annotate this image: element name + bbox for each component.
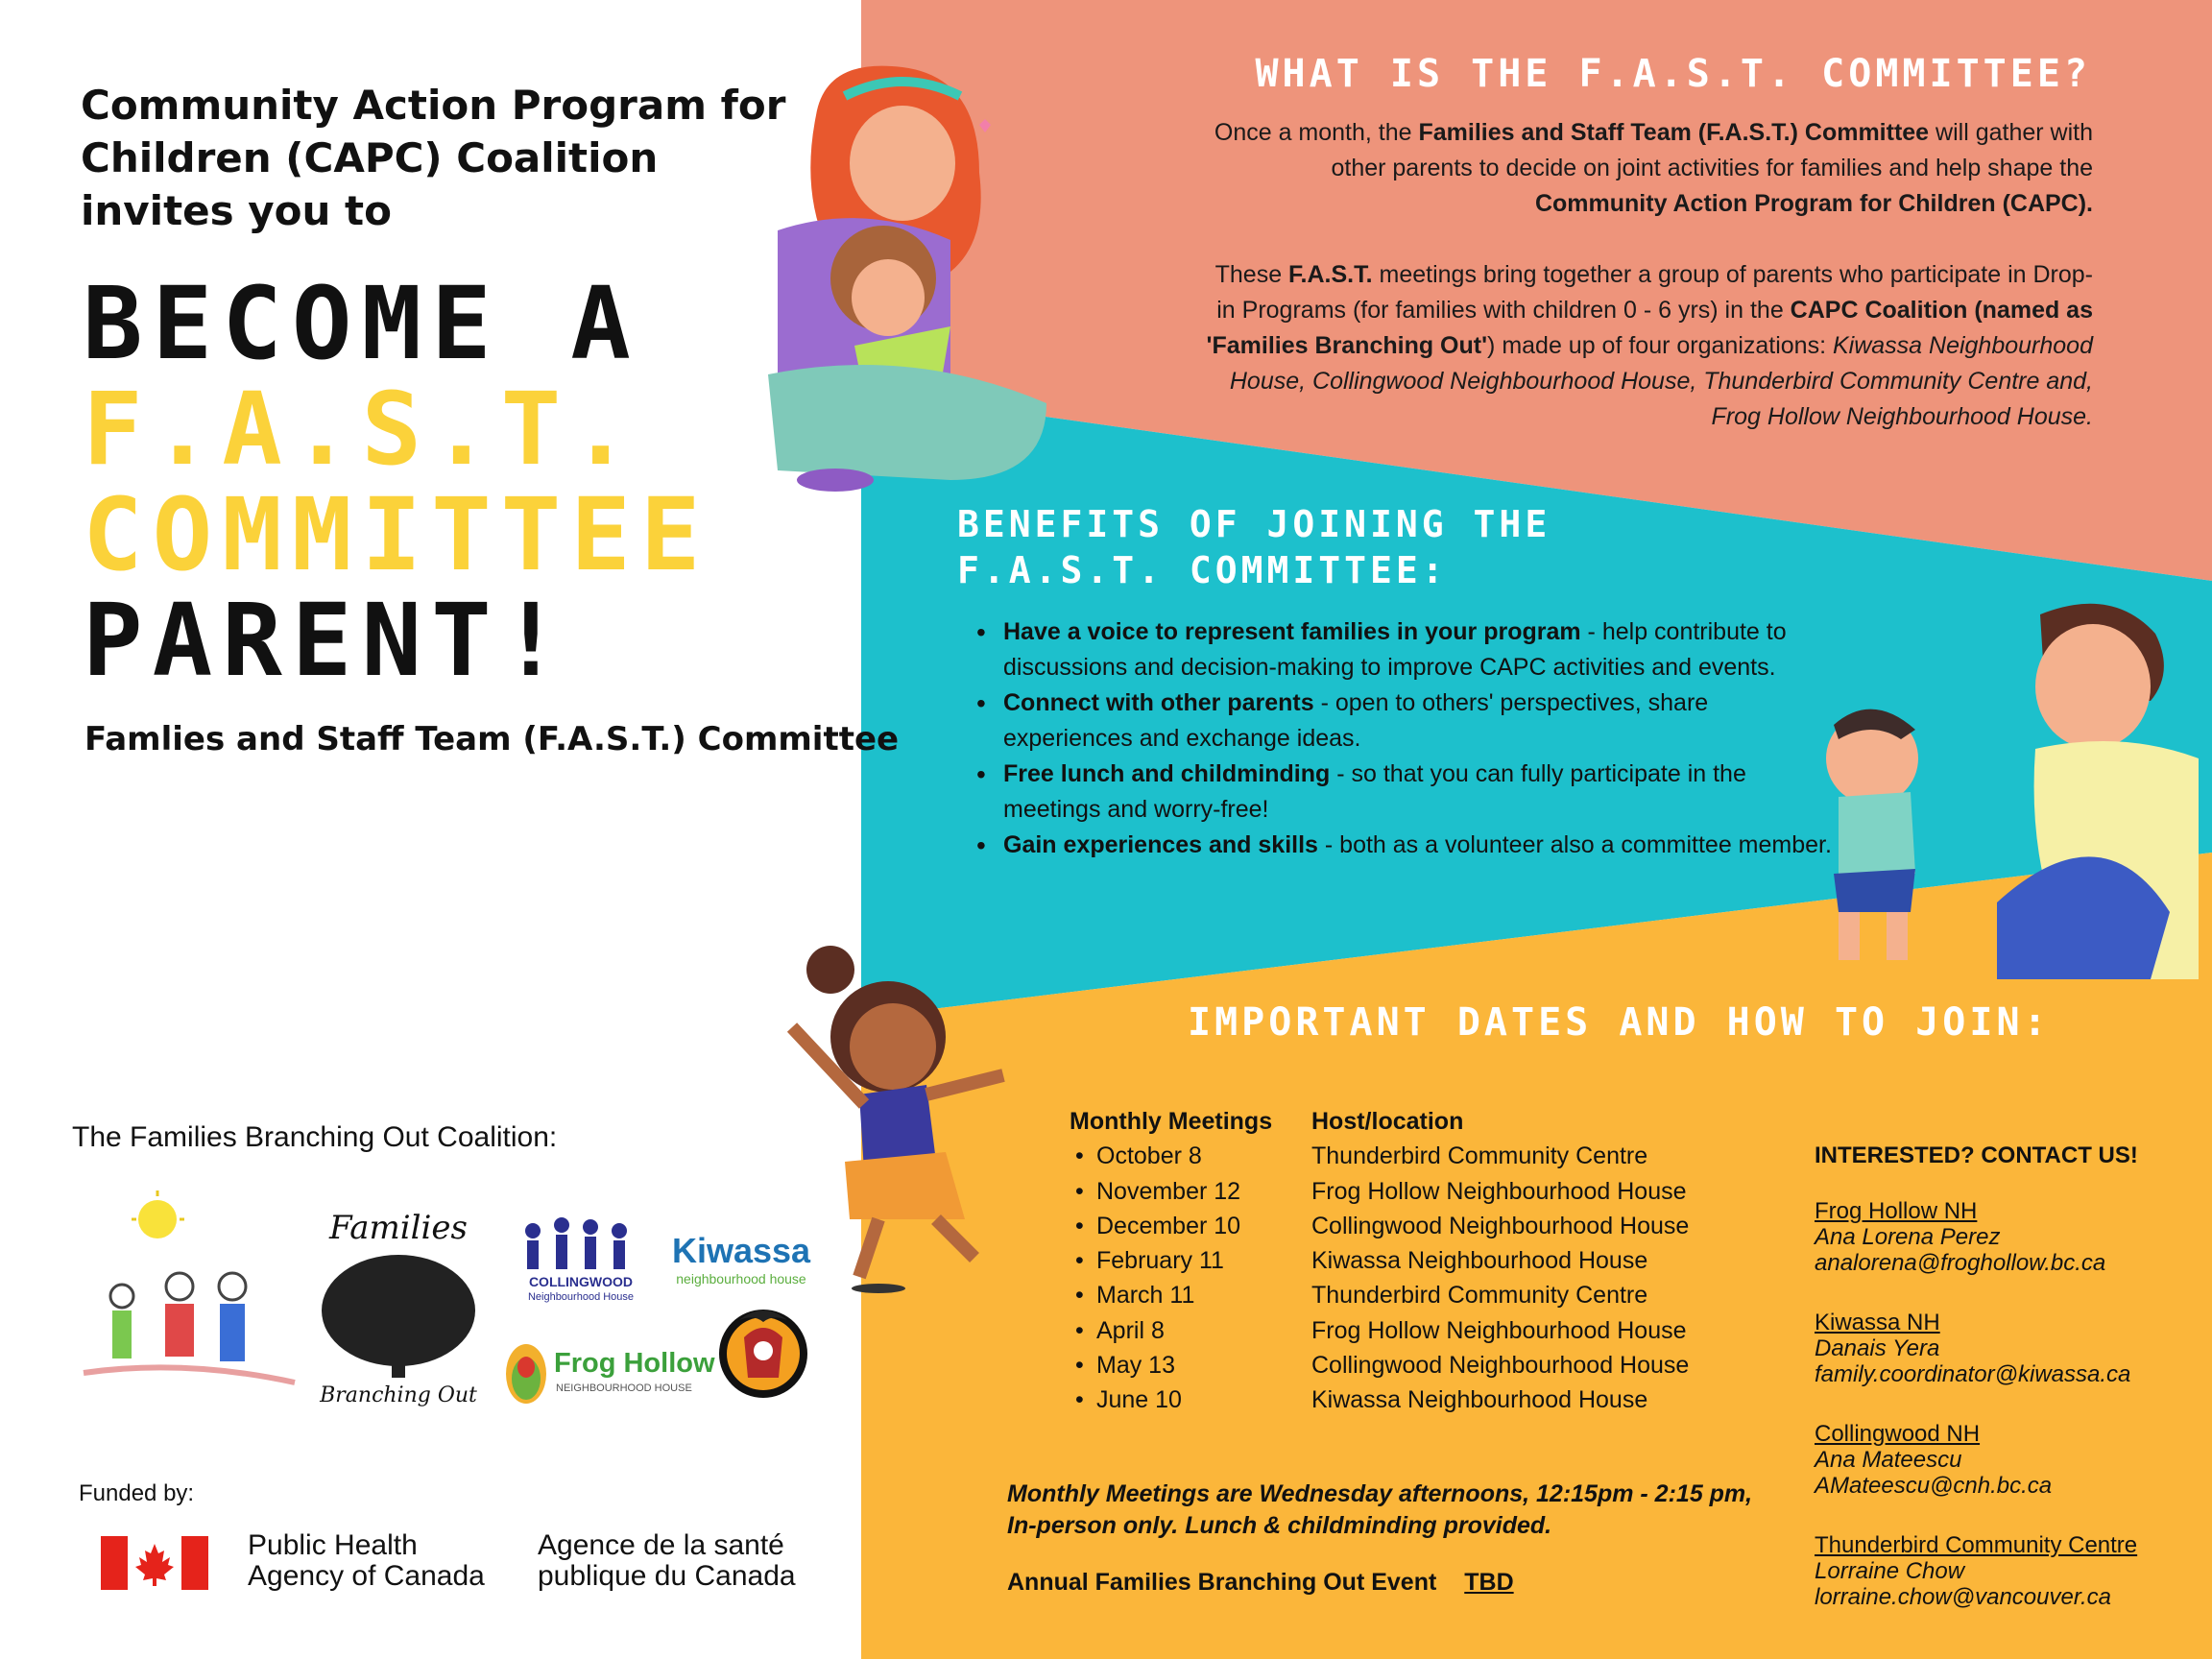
table-row: • May 13 Collingwood Neighbourhood House	[1070, 1348, 1761, 1382]
families-logo-top-text: Families	[329, 1209, 468, 1247]
collingwood-logo-subtext: Neighbourhood House	[527, 1291, 635, 1303]
what-is-paragraph-2: These F.A.S.T. meetings bring together a group of parents who participate in Drop- in Programs (for families with children 0 - 6 yrs) in the CAPC Coalition (named as 'Families Branching Out') made up of four organizations: Kiwassa Neighbourhood House, Collingwood Neighbourhood House, Thunderbird Community Centre and, Frog Hollow Neighbourhood House.	[1206, 261, 2093, 430]
contact-org: Kiwassa NH	[1815, 1310, 1940, 1335]
kiwassa-logo	[664, 1231, 818, 1286]
families-logo-bottom-text: Branching Out	[320, 1383, 477, 1407]
contact-item	[1815, 1532, 2199, 1610]
frog-hollow-logo-subtext: NEIGHBOURHOOD HOUSE	[556, 1382, 692, 1394]
meetings-table	[1070, 1104, 1761, 1418]
funded-by-label: Funded by:	[79, 1480, 195, 1506]
kiwassa-logo-subtext: neighbourhood house	[676, 1271, 806, 1286]
headline-line-2: F.A.S.T.	[83, 371, 640, 488]
invite-line-2: Children (CAPC) Coalition	[81, 134, 659, 181]
contact-org: Thunderbird Community Centre	[1815, 1532, 2138, 1558]
phac-french: Agence de la santé publique du Canada	[538, 1529, 796, 1592]
collingwood-logo	[514, 1212, 648, 1303]
table-row: • June 10 Kiwassa Neighbourhood House	[1070, 1382, 1761, 1417]
benefit-item: • Gain experiences and skills - both as a volunteer also a committee member.	[976, 828, 1840, 863]
benefit-item: • Free lunch and childminding - so that you can fully participate in the meetings and worry-free!	[976, 757, 1840, 828]
invite-heading	[81, 79, 810, 237]
contact-email[interactable]: AMateescu@cnh.bc.ca	[1815, 1473, 2053, 1499]
annual-event: Annual Families Branching Out Event TBD	[1007, 1569, 1514, 1596]
contact-org: Collingwood NH	[1815, 1421, 1981, 1447]
contact-item	[1815, 1310, 2199, 1387]
contact-item	[1815, 1198, 2199, 1276]
contact-email[interactable]: analorena@froghollow.bc.ca	[1815, 1250, 2106, 1276]
invite-line-1: Community Action Program for	[81, 82, 786, 129]
table-row: • April 8 Frog Hollow Neighbourhood House	[1070, 1313, 1761, 1348]
father-and-toddler-illustration	[1795, 595, 2199, 998]
benefits-title: BENEFITS OF JOINING THE F.A.S.T. COMMITTEE:	[957, 503, 1551, 591]
subtitle: Famlies and Staff Team (F.A.S.T.) Committee	[84, 720, 900, 758]
col-host-location: Host/location	[1311, 1108, 1464, 1135]
contact-org: Frog Hollow NH	[1815, 1198, 1978, 1224]
contact-list	[1815, 1198, 2199, 1610]
table-row: • November 12 Frog Hollow Neighbourhood House	[1070, 1174, 1761, 1209]
contact-email[interactable]: lorraine.chow@vancouver.ca	[1815, 1584, 2111, 1610]
benefits-list	[976, 614, 1840, 863]
frog-hollow-emblem	[504, 1342, 548, 1406]
families-branching-out-logo	[307, 1205, 490, 1411]
meetings-table-header	[1070, 1104, 1761, 1139]
table-row: • February 11 Kiwassa Neighbourhood House	[1070, 1243, 1761, 1278]
contact-name: Danais Yera	[1815, 1335, 1940, 1361]
kiwassa-logo-text: Kiwassa	[671, 1231, 811, 1270]
frog-hollow-logo	[504, 1342, 715, 1409]
benefit-item: • Connect with other parents - open to others' perspectives, share experiences and exchange ideas.	[976, 685, 1840, 757]
contact-item	[1815, 1421, 2199, 1499]
mother-hugging-child-illustration	[758, 58, 1066, 499]
contact-name: Lorraine Chow	[1815, 1558, 1965, 1584]
benefit-item: • Have a voice to represent families in your program - help contribute to discussions and decision-making to improve CAPC activities and events.	[976, 614, 1840, 685]
meeting-note: Monthly Meetings are Wednesday afternoons, 12:15pm - 2:15 pm, In-person only. Lunch & childminding provided.	[1007, 1480, 1753, 1539]
dates-title: IMPORTANT DATES AND HOW TO JOIN:	[1188, 1000, 2051, 1045]
canada-flag-icon	[101, 1536, 208, 1590]
contact-email[interactable]: family.coordinator@kiwassa.ca	[1815, 1361, 2131, 1387]
kids-drawing-logo	[79, 1190, 300, 1402]
table-row: • October 8 Thunderbird Community Centre	[1070, 1139, 1761, 1173]
collingwood-logo-text: COLLINGWOOD	[528, 1274, 634, 1289]
table-row: • March 11 Thunderbird Community Centre	[1070, 1278, 1761, 1312]
phac-english: Public Health Agency of Canada	[248, 1529, 485, 1592]
table-row: • December 10 Collingwood Neighbourhood House	[1070, 1209, 1761, 1243]
col-monthly-meetings: Monthly Meetings	[1070, 1108, 1273, 1135]
coalition-label: The Families Branching Out Coalition:	[72, 1121, 558, 1153]
invite-line-3: invites you to	[81, 187, 392, 234]
what-is-title: WHAT IS THE F.A.S.T. COMMITTEE?	[1255, 52, 2091, 96]
headline-line-1: BECOME A	[83, 265, 640, 382]
what-is-paragraph-1: Once a month, the Families and Staff Team (F.A.S.T.) Committee will gather with other parents to decide on joint activities for families and help shape the Community Action Program for Children (CAPC).	[1214, 119, 2093, 217]
frog-hollow-logo-text: Frog Hollow	[554, 1348, 715, 1379]
headline-line-4: PARENT!	[83, 582, 571, 699]
contact-name: Ana Mateescu	[1815, 1447, 1962, 1473]
contact-title: INTERESTED? CONTACT US!	[1815, 1142, 2138, 1168]
annual-event-date: TBD	[1464, 1569, 1514, 1596]
contact-name: Ana Lorena Perez	[1815, 1224, 2001, 1250]
headline-line-3: COMMITTEE	[83, 476, 710, 593]
thunderbird-logo	[715, 1301, 811, 1402]
